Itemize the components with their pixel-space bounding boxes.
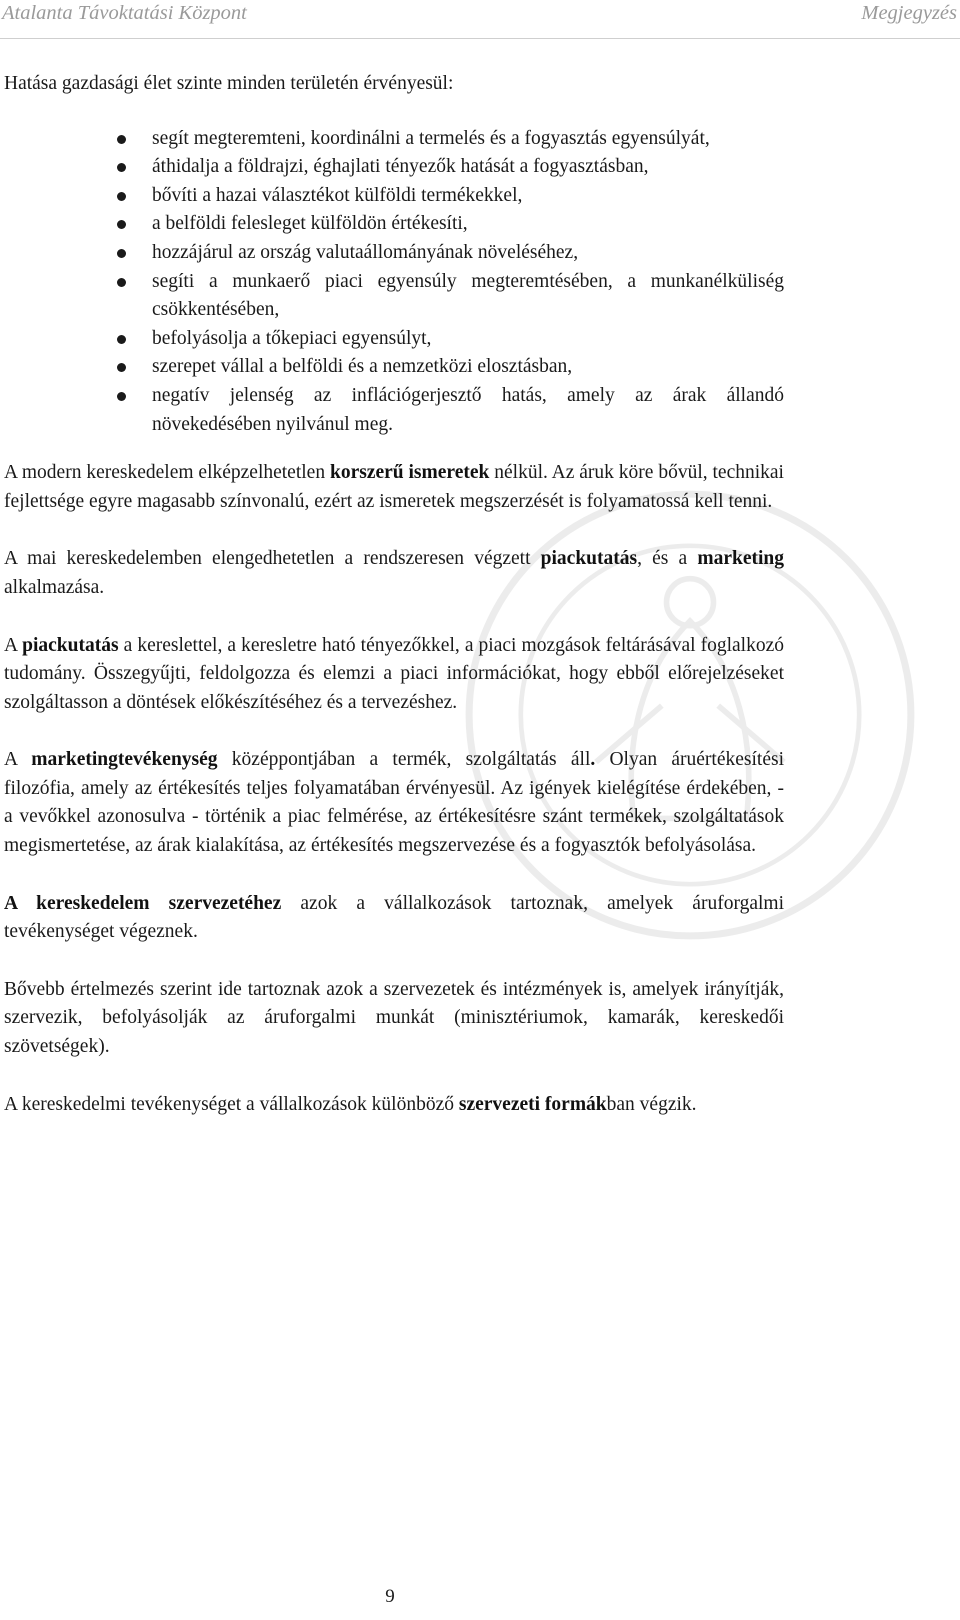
list-item bbox=[152, 268, 784, 325]
list-item-text: befolyásolja a tőkepiaci egyensúlyt, bbox=[152, 327, 432, 349]
list-item bbox=[152, 153, 784, 182]
text-run: A modern kereskedelem elképzelhetetlen bbox=[4, 462, 330, 484]
list-item-text: szerepet vállal a belföldi és a nemzetközi elosztásban, bbox=[152, 356, 573, 378]
bullet-icon bbox=[117, 363, 126, 372]
bullet-icon bbox=[117, 163, 126, 172]
list-item-text: negatív jelenség az inflációgerjesztő hatás, amely az árak állandó növekedésében nyilvánul meg. bbox=[152, 384, 784, 435]
list-item-text: hozzájárul az ország valutaállományának növeléséhez, bbox=[152, 241, 579, 263]
bold-term: piackutatás bbox=[540, 548, 638, 570]
text-run: , és a bbox=[637, 548, 698, 570]
list-item bbox=[152, 382, 784, 439]
paragraph-market-research-need bbox=[4, 545, 784, 602]
bold-term: piackutatás bbox=[22, 634, 119, 656]
list-item bbox=[152, 125, 784, 154]
list-item-text: a belföldi felesleget külföldön értékesíti, bbox=[152, 213, 468, 235]
bullet-list bbox=[4, 125, 784, 440]
list-item-text: segít megteremteni, koordinálni a termelés és a fogyasztás egyensúlyát, bbox=[152, 127, 710, 149]
bullet-icon bbox=[117, 135, 126, 144]
bullet-icon bbox=[117, 249, 126, 258]
text-run: Olyan áruértékesítési filozófia, amely az értékesítés teljes folyamatában érvényesül. Az igények kielégítése érdekében, - a vevőkkel azonosulva - történik a piac felmérése, az értékesítésre szánt termékek, szolgáltatások megismertetése, az árak kialakítása, az értékesítés megszervezése és a fogyasztók befolyásolása. bbox=[4, 749, 784, 857]
text-run: ban végzik. bbox=[606, 1093, 697, 1115]
paragraph-market-research-definition bbox=[4, 632, 784, 718]
list-item bbox=[152, 239, 784, 268]
paragraph-modern-trade bbox=[4, 459, 784, 516]
intro-paragraph: Hatása gazdasági élet szinte minden területén érvényesül: bbox=[4, 73, 454, 94]
text-run: középpontjában a termék, szolgáltatás áll bbox=[217, 749, 591, 771]
header-notes-label: Megjegyzés bbox=[861, 2, 957, 24]
bold-term: A kereskedelem szervezetéhez bbox=[4, 892, 282, 914]
list-item bbox=[152, 210, 784, 239]
header-divider bbox=[0, 38, 960, 39]
page-header bbox=[0, 2, 960, 32]
text-run: Bővebb értelmezés szerint ide tartoznak azok a szervezetek és intézmények is, amelyek irányítják, szervezik, befolyásolják az áruforgalmi munkát (minisztériumok, kamarák, kereskedői szövetségek). bbox=[4, 978, 784, 1058]
bold-term: marketingtevékenység bbox=[31, 749, 218, 771]
page-number: 9 bbox=[385, 1586, 395, 1607]
bullet-icon bbox=[117, 335, 126, 344]
text-run: A mai kereskedelemben elengedhetetlen a rendszeresen végzett bbox=[4, 548, 541, 570]
paragraph-organizational-forms bbox=[4, 1091, 784, 1120]
bold-term: szervezeti formák bbox=[458, 1093, 607, 1115]
paragraph-broader-meaning bbox=[4, 976, 784, 1062]
bullet-icon bbox=[117, 220, 126, 229]
paragraph-trade-organization bbox=[4, 890, 784, 947]
list-item-text: bővíti a hazai választékot külföldi termékekkel, bbox=[152, 184, 523, 206]
paragraph-marketing-definition bbox=[4, 746, 784, 860]
text-run: nélkül. Az áruk köre bővül, technikai fejlettsége egyre magasabb színvonalú, ezért az ismeretek megszerzését is folyamatossá kell tenni. bbox=[4, 462, 784, 512]
text-run: azok a vállalkozások tartoznak, amelyek áruforgalmi tevékenységet végeznek. bbox=[4, 892, 784, 943]
document-body bbox=[4, 70, 784, 1148]
text-run: A bbox=[4, 749, 32, 771]
bold-term: . bbox=[590, 749, 596, 771]
list-item bbox=[152, 182, 784, 211]
text-run: A bbox=[4, 634, 23, 656]
bullet-icon bbox=[117, 392, 126, 401]
header-organization: Atalanta Távoktatási Központ bbox=[2, 2, 247, 24]
bullet-icon bbox=[117, 278, 126, 287]
bullet-icon bbox=[117, 192, 126, 201]
bold-term: marketing bbox=[697, 548, 784, 570]
list-item-text: segíti a munkaerő piaci egyensúly megteremtésében, a munkanélküliség csökkentésében, bbox=[152, 270, 784, 321]
bold-term: korszerű ismeretek bbox=[329, 462, 490, 484]
text-run: alkalmazása. bbox=[4, 576, 105, 598]
list-item bbox=[152, 325, 784, 354]
list-item-text: áthidalja a földrajzi, éghajlati tényezők hatását a fogyasztásban, bbox=[152, 156, 649, 178]
list-item bbox=[152, 353, 784, 382]
text-run: A kereskedelmi tevékenységet a vállalkozások különböző bbox=[4, 1093, 459, 1115]
text-run: a kereslettel, a keresletre ható tényezőkkel, a piaci mozgások feltárásával foglalkozó tudomány. Összegyűjti, feldolgozza és elemzi a piaci információkat, hogy ebből előrejelzéseket szolgáltasson a döntések előkészítéséhez és a tervezéshez. bbox=[4, 634, 784, 713]
